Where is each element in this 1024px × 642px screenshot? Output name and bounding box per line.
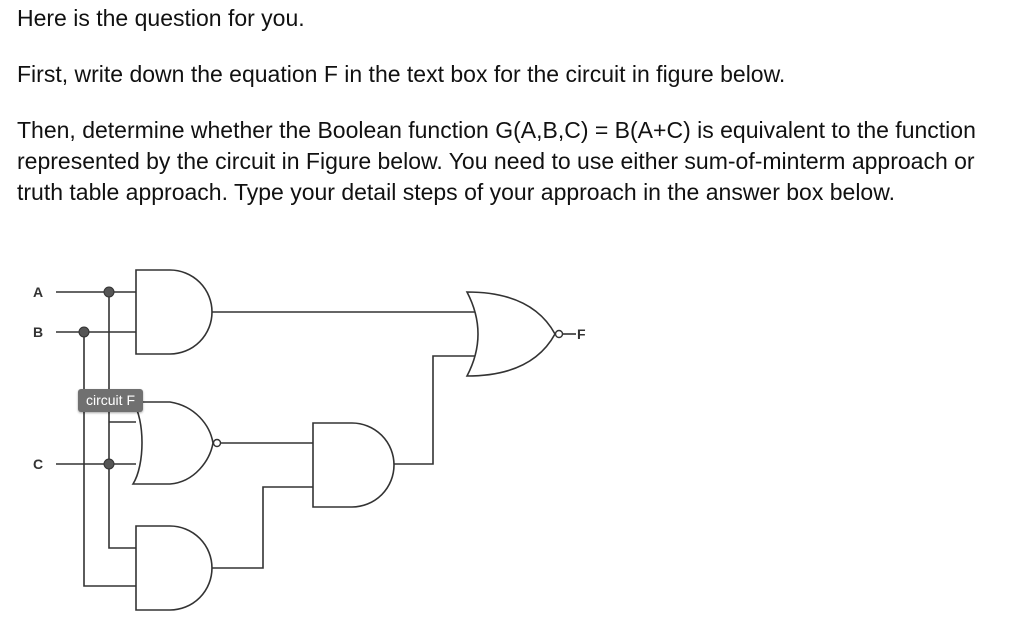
output-inverter-bubble: [556, 331, 563, 338]
output-label-f: F: [577, 326, 586, 342]
question-step-2: Then, determine whether the Boolean function G(A,B,C) = B(A+C) is equivalent to the function represented by the circuit in Figure below. You need to use either sum-of-minterm approach or truth table approach. Type your detail steps of your approach in the answer box below.: [17, 117, 976, 205]
question-intro: Here is the question for you.: [17, 5, 305, 31]
junction-a: [104, 287, 114, 297]
wire-gate4-out: [394, 356, 476, 464]
input-label-b: B: [33, 324, 44, 340]
and-gate-4: [313, 423, 394, 507]
and-gate-3: [133, 402, 213, 484]
input-label-c: C: [33, 456, 44, 472]
wire-c-tap: [109, 464, 136, 548]
circuit-figure: [0, 260, 640, 642]
question-step-1: First, write down the equation F in the text box for the circuit in figure below.: [17, 61, 786, 87]
junction-b: [79, 327, 89, 337]
circuit-tooltip: circuit F: [78, 389, 143, 412]
or-gate: [467, 292, 555, 376]
inverter-bubble-gate3: [214, 440, 221, 447]
junction-c: [104, 459, 114, 469]
input-label-a: A: [33, 284, 44, 300]
circuit-diagram: [0, 260, 640, 642]
and-gate-1: [136, 270, 212, 354]
wire-gate5-out: [212, 487, 313, 568]
and-gate-5: [136, 526, 212, 610]
